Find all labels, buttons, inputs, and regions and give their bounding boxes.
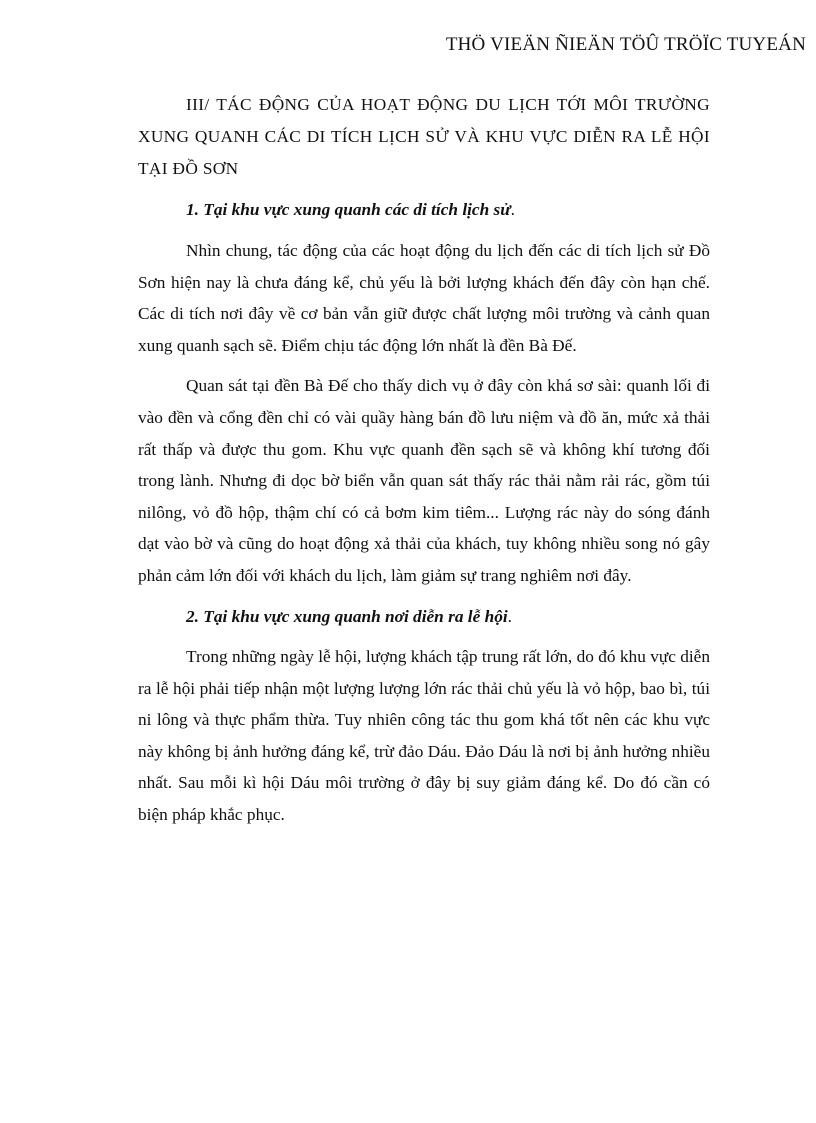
document-body [138, 89, 710, 840]
section-heading: III/ TÁC ĐỘNG CỦA HOẠT ĐỘNG DU LỊCH TỚI MÔI TRƯỜNG XUNG QUANH CÁC DI TÍCH LỊCH SỬ VÀ KHU VỰC DIỄN RA LỄ HỘI TẠI ĐỒ SƠN [138, 95, 710, 178]
subsection-1-heading: 1. Tại khu vực xung quanh các di tích lịch sử. [186, 200, 515, 220]
subsection-2-paragraph-1: Trong những ngày lễ hội, lượng khách tập trung rất lớn, do đó khu vực diễn ra lễ hội phải tiếp nhận một lượng lượng lớn rác thải chủ yếu là vỏ hộp, bao bì, túi ni lông và thực phẩm thừa. Tuy nhiên công tác thu gom khá tốt nên các khu vực này không bị ảnh hưởng đáng kể, trừ đảo Dáu. Đảo Dáu là nơi bị ảnh hưởng nhiều nhất. Sau mỗi kì hội Dáu môi trường ở đây bị suy giảm đáng kể. Do đó cần có biện pháp khắc phục. [138, 647, 710, 825]
subsection-1-paragraph-2: Quan sát tại đền Bà Đế cho thấy dich vụ ở đây còn khá sơ sài: quanh lối đi vào đền và cổng đền chỉ có vài quầy hàng bán đồ lưu niệm và đồ ăn, mức xả thải rất thấp và được thu gom. Khu vực quanh đền sạch sẽ và không khí tương đối trong lành. Nhưng đi dọc bờ biển vẫn quan sát thấy rác thải nằm rải rác, gồm túi nilông, vỏ đồ hộp, thậm chí có cả bơm kim tiêm... Lượng rác này do sóng đánh dạt vào bờ và cũng do hoạt động xả thải của khách, tuy không nhiều song nó gây phản cảm lớn đối với khách du lịch, làm giảm sự trang nghiêm nơi đây. [138, 376, 710, 585]
page-header: THÖ VIEÄN ÑIEÄN TÖÛ TRÖÏC TUYEÁN [445, 34, 806, 55]
subsection-1-paragraph-1: Nhìn chung, tác động của các hoạt động du lịch đến các di tích lịch sử Đồ Sơn hiện nay là chưa đáng kể, chủ yếu là bởi lượng khách đến đây còn hạn chế. Các di tích nơi đây về cơ bản vẫn giữ được chất lượng môi trường và cảnh quan xung quanh sạch sẽ. Điểm chịu tác động lớn nhất là đền Bà Đế. [138, 240, 710, 355]
subsection-2-title: 2. Tại khu vực xung quanh nơi diễn ra lễ hội [186, 606, 508, 626]
subsection-1-title: 1. Tại khu vực xung quanh các di tích lịch sử [186, 200, 511, 220]
subsection-2-heading: 2. Tại khu vực xung quanh nơi diễn ra lễ hội. [186, 606, 512, 626]
